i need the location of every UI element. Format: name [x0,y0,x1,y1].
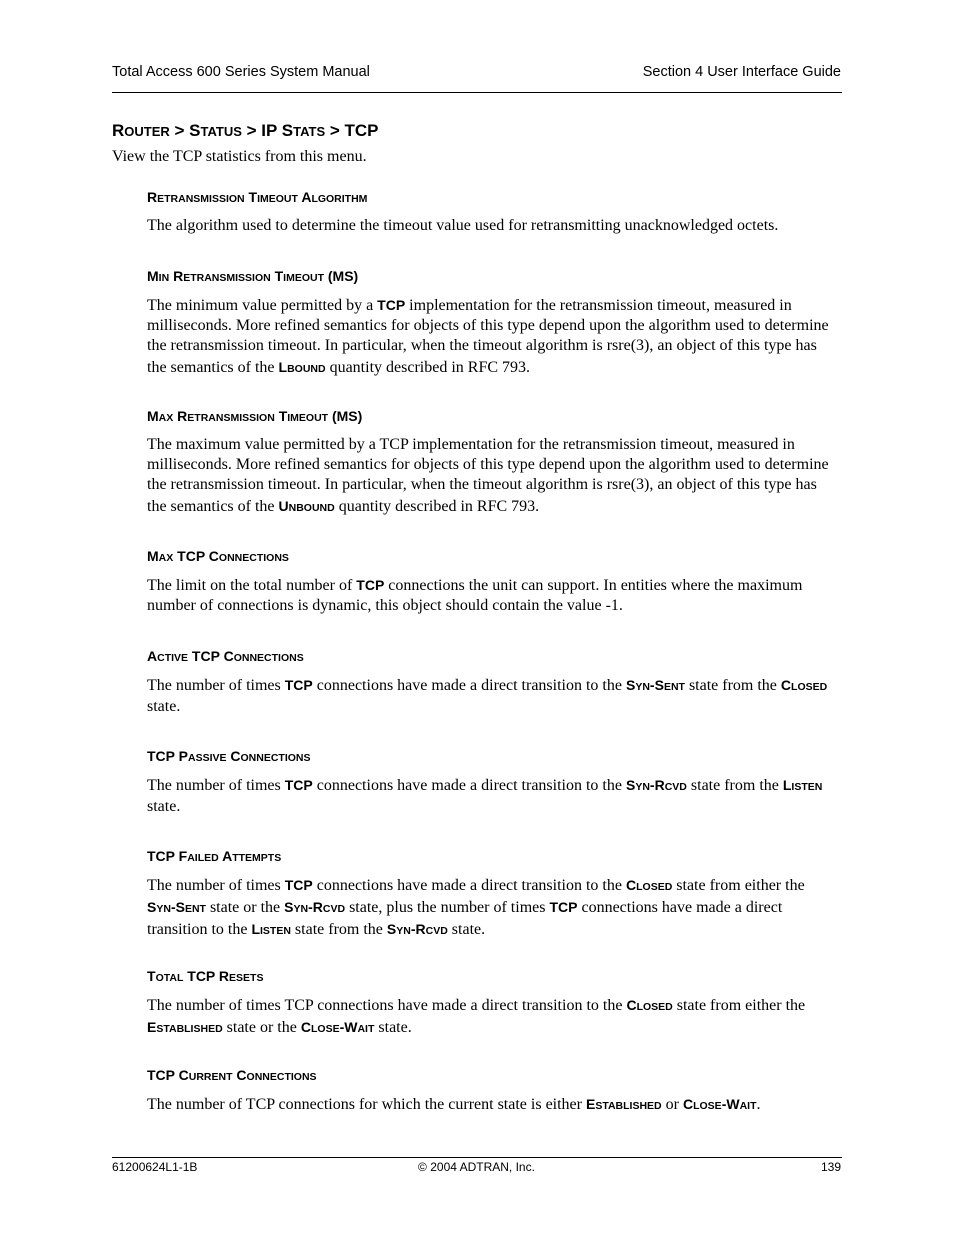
header-manual-title: Total Access 600 Series System Manual [112,64,370,80]
section-body: The limit on the total number of TCP connections the unit can support. In entities where the maximum number of connections is dynamic, this object should contain the value -1. [147,577,803,615]
page-header [112,64,841,88]
section-heading: TOTAL TCP RESETS [147,968,264,984]
footer-doc-number: 61200624L1-1B [112,1160,198,1174]
section-heading: TCP PASSIVE CONNECTIONS [147,748,311,764]
section-tcp-passive-connections [147,748,837,817]
section-max-rto [147,408,837,518]
header-section: Section 4 User Interface Guide [642,64,841,80]
page-footer [112,1160,841,1178]
footer-copyright: © 2004 ADTRAN, Inc. [418,1160,535,1174]
section-body: The number of TCP connections for which the current state is either ESTABLISHED or CLOSE-WAIT. [147,1096,761,1113]
section-body: The minimum value permitted by a TCP implementation for the retransmission timeout, measured in milliseconds. More refined semantics for objects of this type depend upon the algorithm used to determine the retransmission timeout. In particular, when the timeout algorithm is rsre(3), an object of this type has the semantics of the LBOUND quantity described in RFC 793. [147,297,829,376]
section-heading: MIN RETRANSMISSION TIMEOUT (MS) [147,268,359,284]
section-body: The number of times TCP connections have made a direct transition to the SYN-SENT state from the CLOSED state. [147,677,828,716]
section-rto-algorithm [147,189,837,236]
footer-rule [112,1157,842,1158]
section-tcp-current-connections [147,1067,837,1116]
section-body: The number of times TCP connections have made a direct transition to the CLOSED state from either the ESTABLISHED state or the CLOSE-WAIT state. [147,997,806,1037]
section-heading: RETRANSMISSION TIMEOUT ALGORITHM [147,189,368,205]
section-min-rto [147,268,837,379]
section-heading: MAX RETRANSMISSION TIMEOUT (MS) [147,408,363,424]
section-heading: ACTIVE TCP CONNECTIONS [147,648,304,664]
section-body: The algorithm used to determine the timeout value used for retransmitting unacknowledged octets. [147,217,779,234]
page-title: ROUTER > STATUS > IP STATS > TCP [112,121,379,140]
section-body: The number of times TCP connections have made a direct transition to the CLOSED state from either the SYN-SENT state or the SYN-RCVD state, plus the number of times TCP connections have made a direct transition to the LISTEN state from the SYN-RCVD state. [147,877,805,939]
intro-text: View the TCP statistics from this menu. [112,148,367,165]
section-heading: TCP FAILED ATTEMPTS [147,848,282,864]
footer-page-number: 139 [820,1160,841,1174]
section-tcp-failed-attempts [147,848,837,942]
section-heading: MAX TCP CONNECTIONS [147,548,289,564]
section-heading: TCP CURRENT CONNECTIONS [147,1067,317,1083]
section-body: The number of times TCP connections have made a direct transition to the SYN-RCVD state from the LISTEN state. [147,777,823,816]
section-active-tcp-connections [147,648,837,717]
header-rule [112,92,842,93]
section-body: The maximum value permitted by a TCP implementation for the retransmission timeout, measured in milliseconds. More refined semantics for objects of this type depend upon the algorithm used to determine the retransmission timeout. In particular, when the timeout algorithm is rsre(3), an object of this type has the semantics of the UNBOUND quantity described in RFC 793. [147,436,829,515]
section-max-tcp-connections [147,548,837,616]
section-total-tcp-resets [147,968,837,1039]
